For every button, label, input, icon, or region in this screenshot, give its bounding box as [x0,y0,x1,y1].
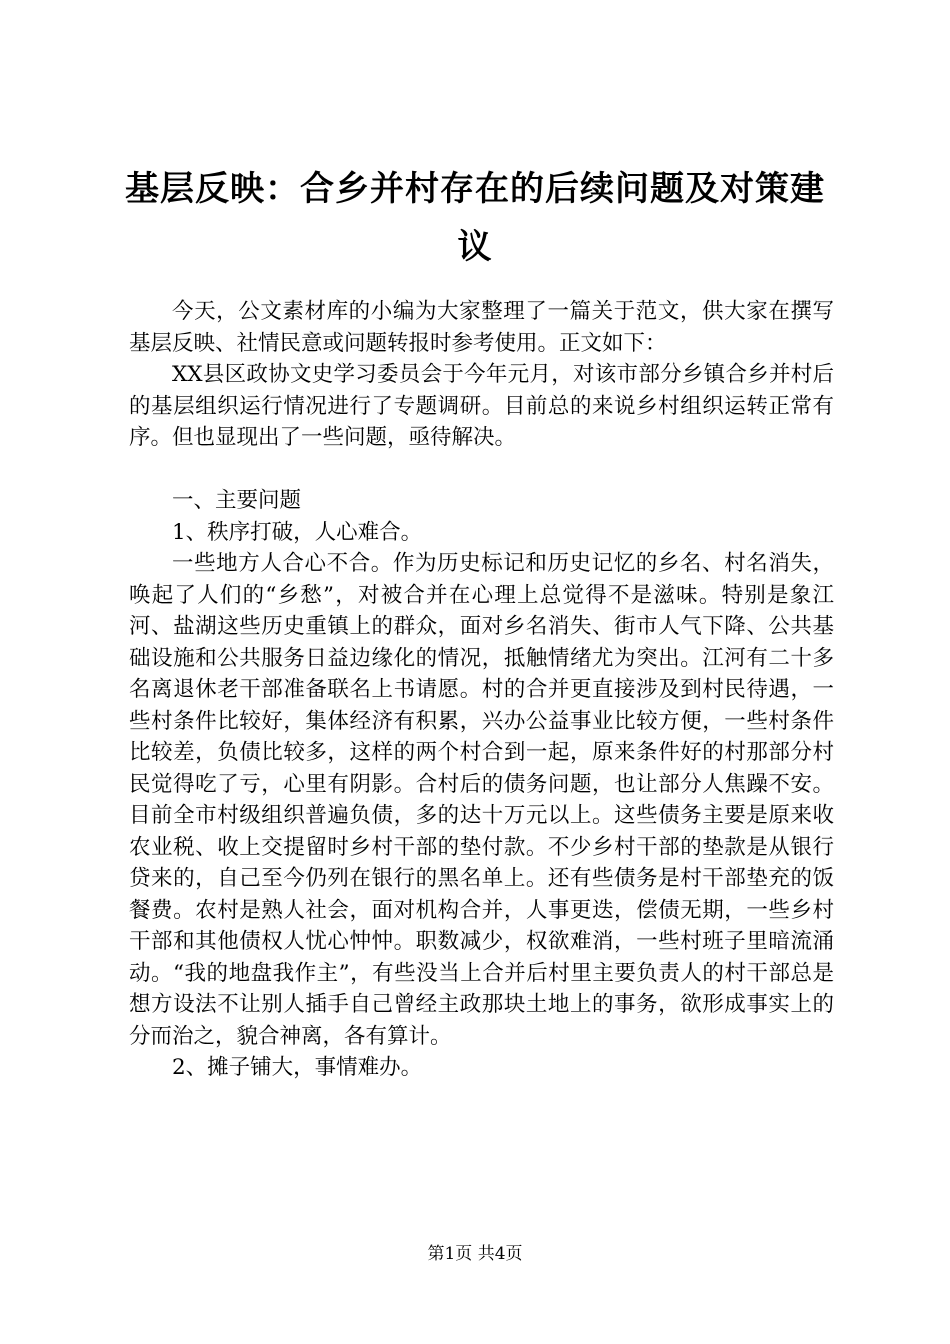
intro-paragraph: 今天，公文素材库的小编为大家整理了一篇关于范文，供大家在撰写基层反映、社情民意或问题转报时参考使用。正文如下： [129,299,834,356]
subheading-problem-1: 1、秩序打破，人心难合。 [172,519,423,545]
section-heading-main-problems: 一、主要问题 [172,488,302,513]
subheading-problem-2: 2、摊子铺大，事情难办。 [172,1055,423,1080]
survey-paragraph: XX县区政协文史学习委员会于今年元月，对该市部分乡镇合乡并村后的基层组织运行情况进行了专题调研。目前总的来说乡村组织运转正常有序。但也显现出了一些问题，亟待解决。 [129,362,834,450]
page-footer: 第1页 共4页 [427,1244,523,1264]
document-body [129,296,834,1084]
problem-1-paragraph: 一些地方人合心不合。作为历史标记和历史记忆的乡名、村名消失，唤起了人们的“乡愁”，对被合并在心理上总觉得不是滋味。特别是象江河、盐湖这些历史重镇上的群众，面对乡名消失、街市人气下降、公共基础设施和公共服务日益边缘化的情况，抵触情绪尤为突出。江河有二十多名离退休老干部准备联名上书请愿。村的合并更直接涉及到村民待遇，一些村条件比较好，集体经济有积累，兴办公益事业比较方便，一些村条件比较差，负债比较多，这样的两个村合到一起，原来条件好的村那部分村民觉得吃了亏，心里有阴影。合村后的债务问题，也让部分人焦躁不安。目前全市村级组织普遍负债，多的达十万元以上。这些债务主要是原来收农业税、收上交提留时乡村干部的垫付款。不少乡村干部的垫款是从银行贷来的，自己至今仍列在银行的黑名单上。还有些债务是村干部垫充的饭餐费。农村是熟人社会，面对机构合并，人事更迭，偿债无期，一些乡村干部和其他债权人忧心忡忡。职数减少，权欲难消，一些村班子里暗流涌动。“我的地盘我作主”，有些没当上合并后村里主要负责人的村干部总是想方设法不让别人插手自己曾经主政那块土地上的事务，欲形成事实上的分而治之，貌合神离，各有算计。 [129,551,834,1049]
document-title: 基层反映：合乡并村存在的后续问题及对策建议 [125,169,825,267]
